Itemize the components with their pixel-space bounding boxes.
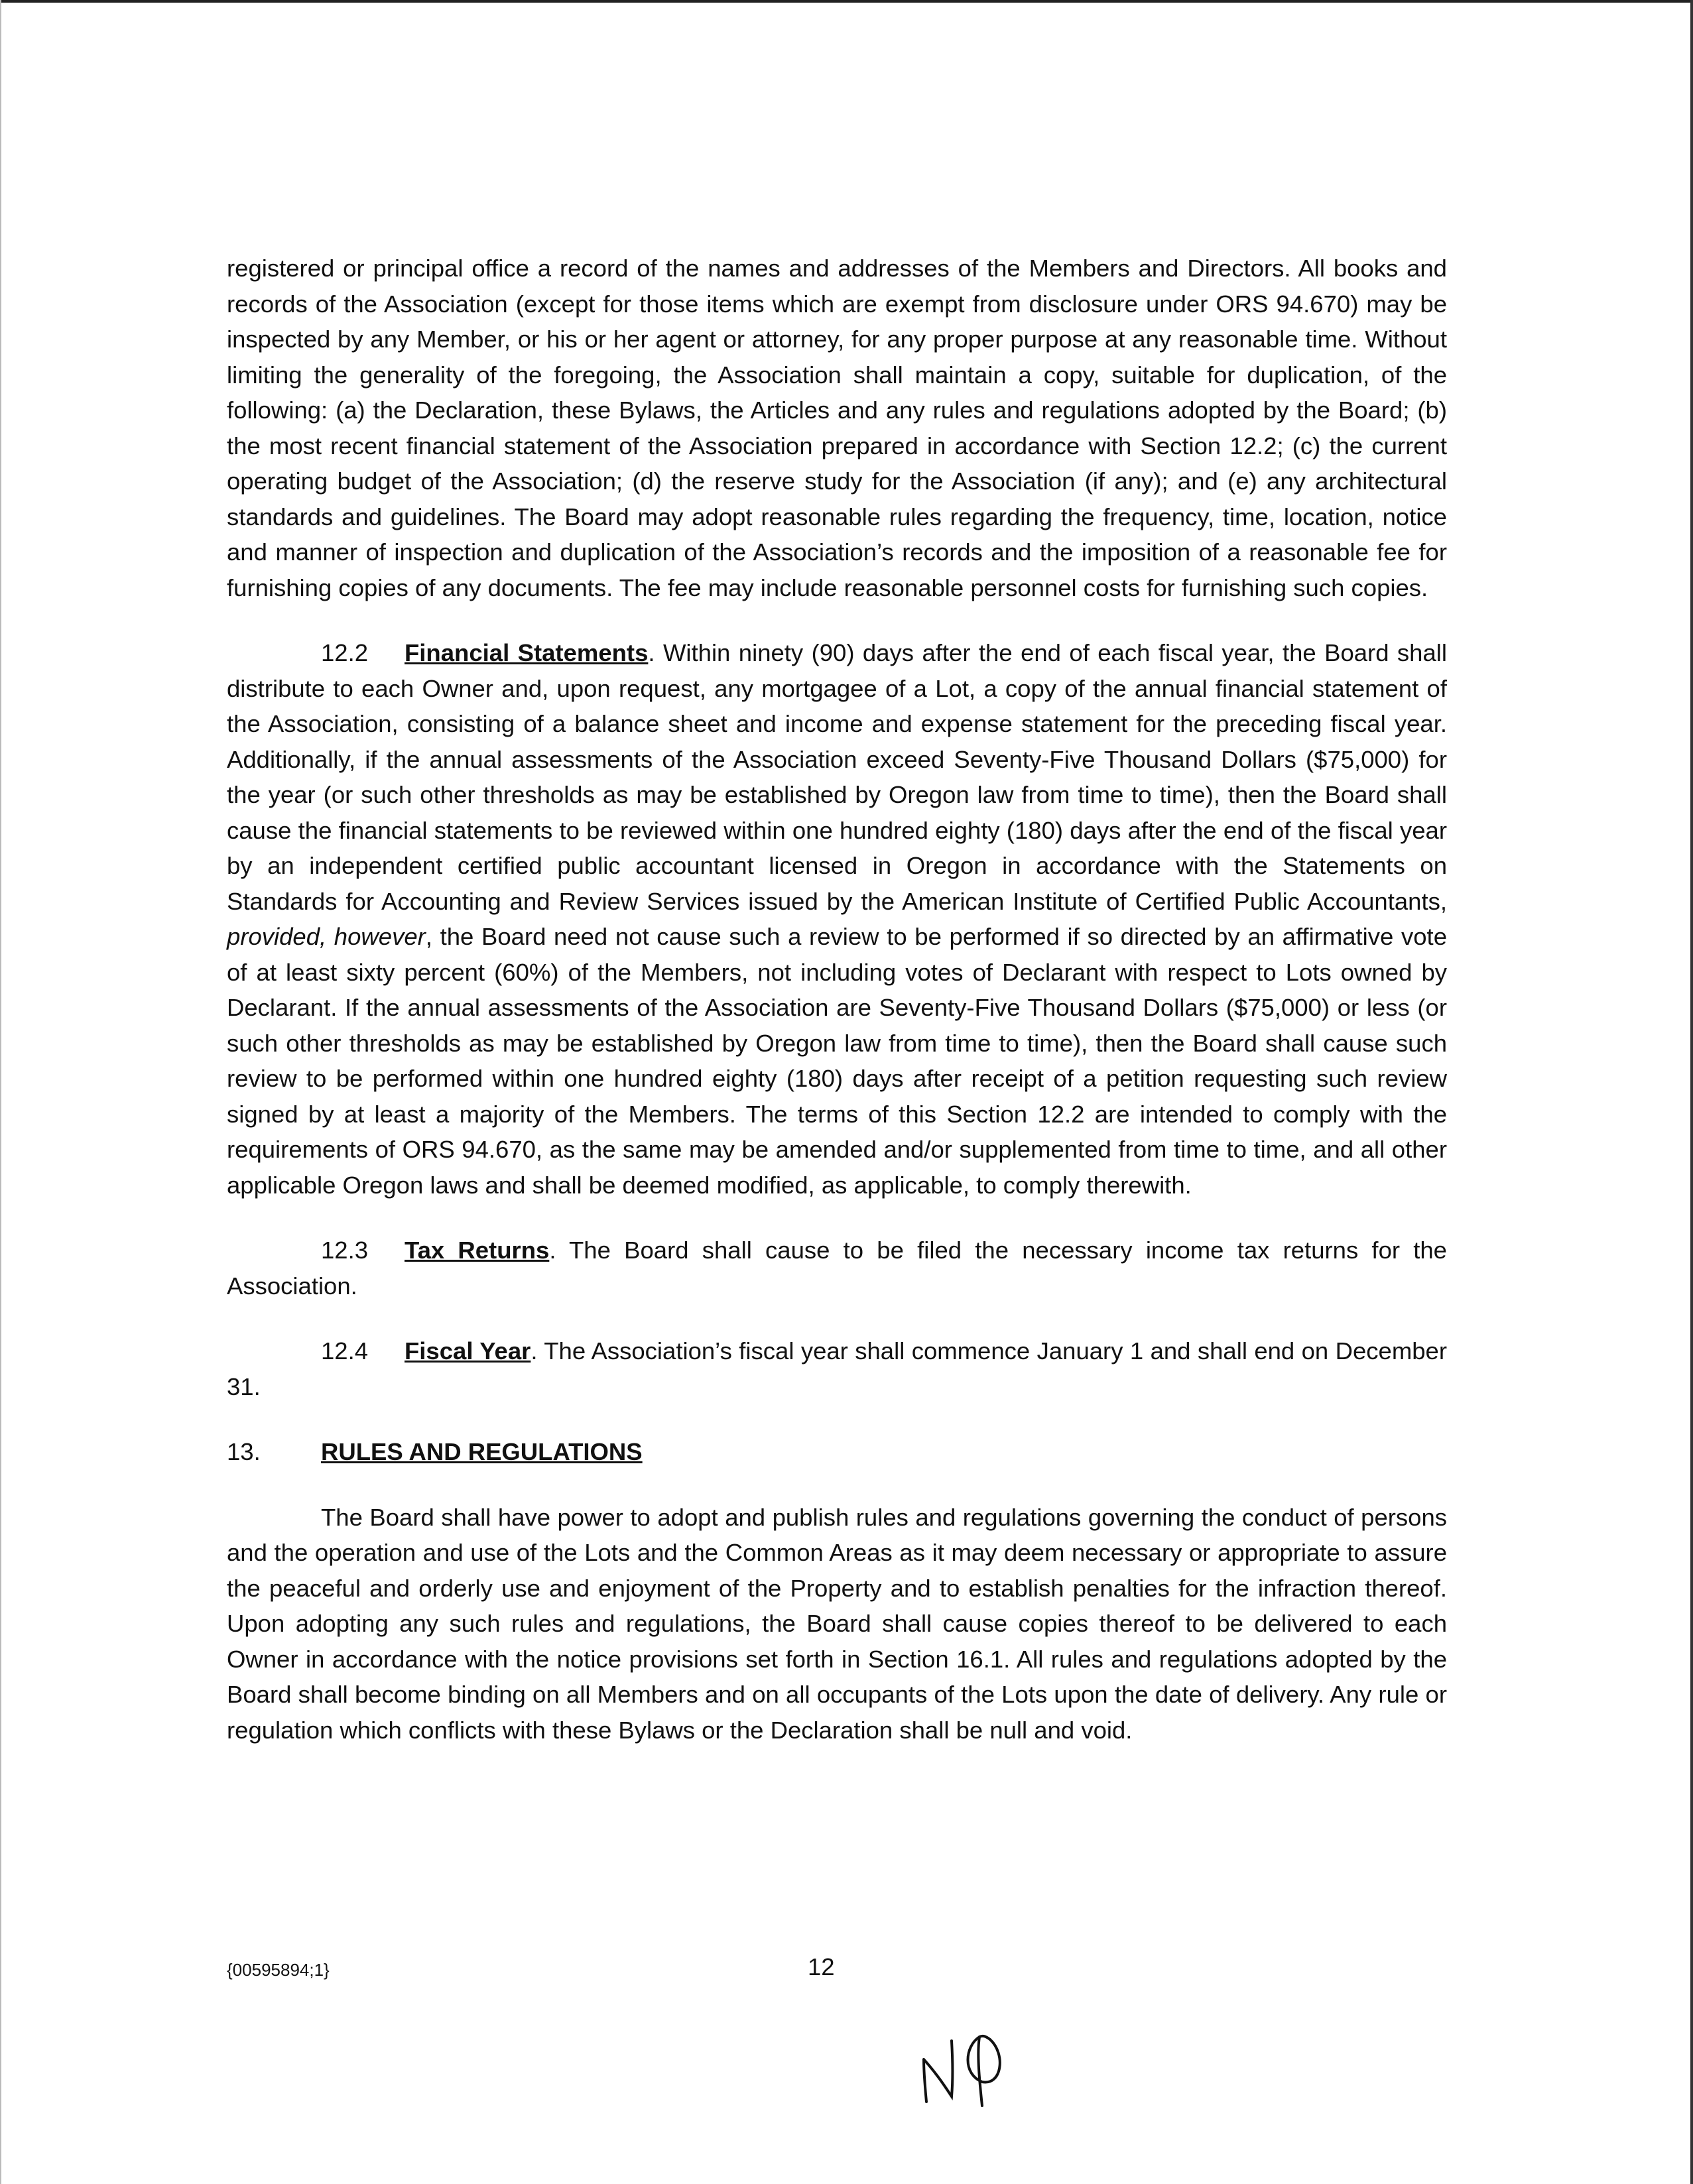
section-number: 12.2 bbox=[321, 639, 369, 666]
handwritten-initials bbox=[918, 2028, 1018, 2107]
section-12-2 bbox=[227, 635, 1447, 1203]
scan-edge-left bbox=[0, 0, 1, 2184]
section-text: . The Board shall cause to be filed the necessary income tax returns for the Association. bbox=[227, 1237, 1447, 1300]
scan-edge-top bbox=[0, 0, 1693, 3]
section-title: Tax Returns bbox=[405, 1237, 550, 1264]
section-text: . Within ninety (90) days after the end of each fiscal year, the Board shall distribute to each Owner and, upon request, any mortgagee of a Lot, a copy of the annual financial statement of the Association, consisting of a balance sheet and income and expense statement for the preceding fiscal year. Additionally, if the annual assessments of the Association exceed Seventy-Five Thousand Dollars ($75,000) for the year (or such other thresholds as may be established by Oregon law from time to time), then the Board shall cause the financial statements to be reviewed within one hundred eighty (180) days after the end of the fiscal year by an independent certified public accountant licensed in Oregon in accordance with the Statements on Standards for Accounting and Review Services issued by the American Institute of Certified Public Accountants, bbox=[227, 639, 1448, 915]
section-text-continued: , the Board need not cause such a review to be performed if so directed by an affirmative vote of at least sixty percent (60%) of the Members, not including votes of Declarant with respect to Lots owned by Declarant. If the annual assessments of the Association are Seventy-Five Thousand Dollars ($75,000) or less (or such other thresholds as may be established by Oregon law from time to time), then the Board shall cause such review to be performed within one hundred eighty (180) days after receipt of a petition requesting such review signed by at least a majority of the Members. The terms of this Section 12.2 are intended to comply with the requirements of ORS 94.670, as the same may be amended and/or supplemented from time to time, and all other applicable Oregon laws and shall be deemed modified, as applicable, to comply therewith. bbox=[227, 923, 1447, 1199]
article-number: 13. bbox=[227, 1438, 261, 1465]
page-body bbox=[227, 251, 1447, 1748]
article-paragraph: The Board shall have power to adopt and publish rules and regulations governing the conduct of persons and the operation and use of the Lots and the Common Areas as it may deem necessary or appropriate to assure the peaceful and orderly use and enjoyment of the Property and to establish penalties for the infraction thereof. Upon adopting any such rules and regulations, the Board shall cause copies thereof to be delivered to each Owner in accordance with the notice provisions set forth in Section 16.1. All rules and regulations adopted by the Board shall become binding on all Members and on all occupants of the Lots upon the date of delivery. Any rule or regulation which conflicts with these Bylaws or the Declaration shall be null and void. bbox=[227, 1503, 1447, 1744]
section-12-4 bbox=[227, 1333, 1447, 1404]
section-number: 12.4 bbox=[321, 1337, 369, 1365]
section-text-italic: provided, however bbox=[227, 923, 426, 950]
section-number: 12.3 bbox=[321, 1237, 369, 1264]
scan-edge-right bbox=[1690, 0, 1693, 2184]
article-heading bbox=[227, 1434, 1447, 1470]
section-title: Financial Statements bbox=[405, 639, 649, 666]
article-title: RULES AND REGULATIONS bbox=[321, 1438, 643, 1465]
page-number: 12 bbox=[808, 1953, 835, 1980]
section-12-3 bbox=[227, 1233, 1447, 1304]
section-title: Fiscal Year bbox=[405, 1337, 531, 1365]
footer-doc-id: {00595894;1} bbox=[227, 1960, 330, 1980]
intro-paragraph: registered or principal office a record of the names and addresses of the Members and Directors. All books and records of the Association (except for those items which are exempt from disclosure under ORS 94.670) may be inspected by any Member, or his or her agent or attorney, for any proper purpose at any reasonable time. Without limiting the generality of the foregoing, the Association shall maintain a copy, suitable for duplication, of the following: (a) the Declaration, these Bylaws, the Articles and any rules and regulations adopted by the Board; (b) the most recent financial statement of the Association prepared in accordance with Section 12.2; (c) the current operating budget of the Association; (d) the reserve study for the Association (if any); and (e) any architectural standards and guidelines. The Board may adopt reasonable rules regarding the frequency, time, location, notice and manner of inspection and duplication of the Association’s records and the imposition of a reasonable fee for furnishing copies of any documents. The fee may include reasonable personnel costs for furnishing such copies. bbox=[227, 255, 1447, 601]
section-text: . The Association’s fiscal year shall commence January 1 and shall end on December 31. bbox=[227, 1337, 1447, 1400]
